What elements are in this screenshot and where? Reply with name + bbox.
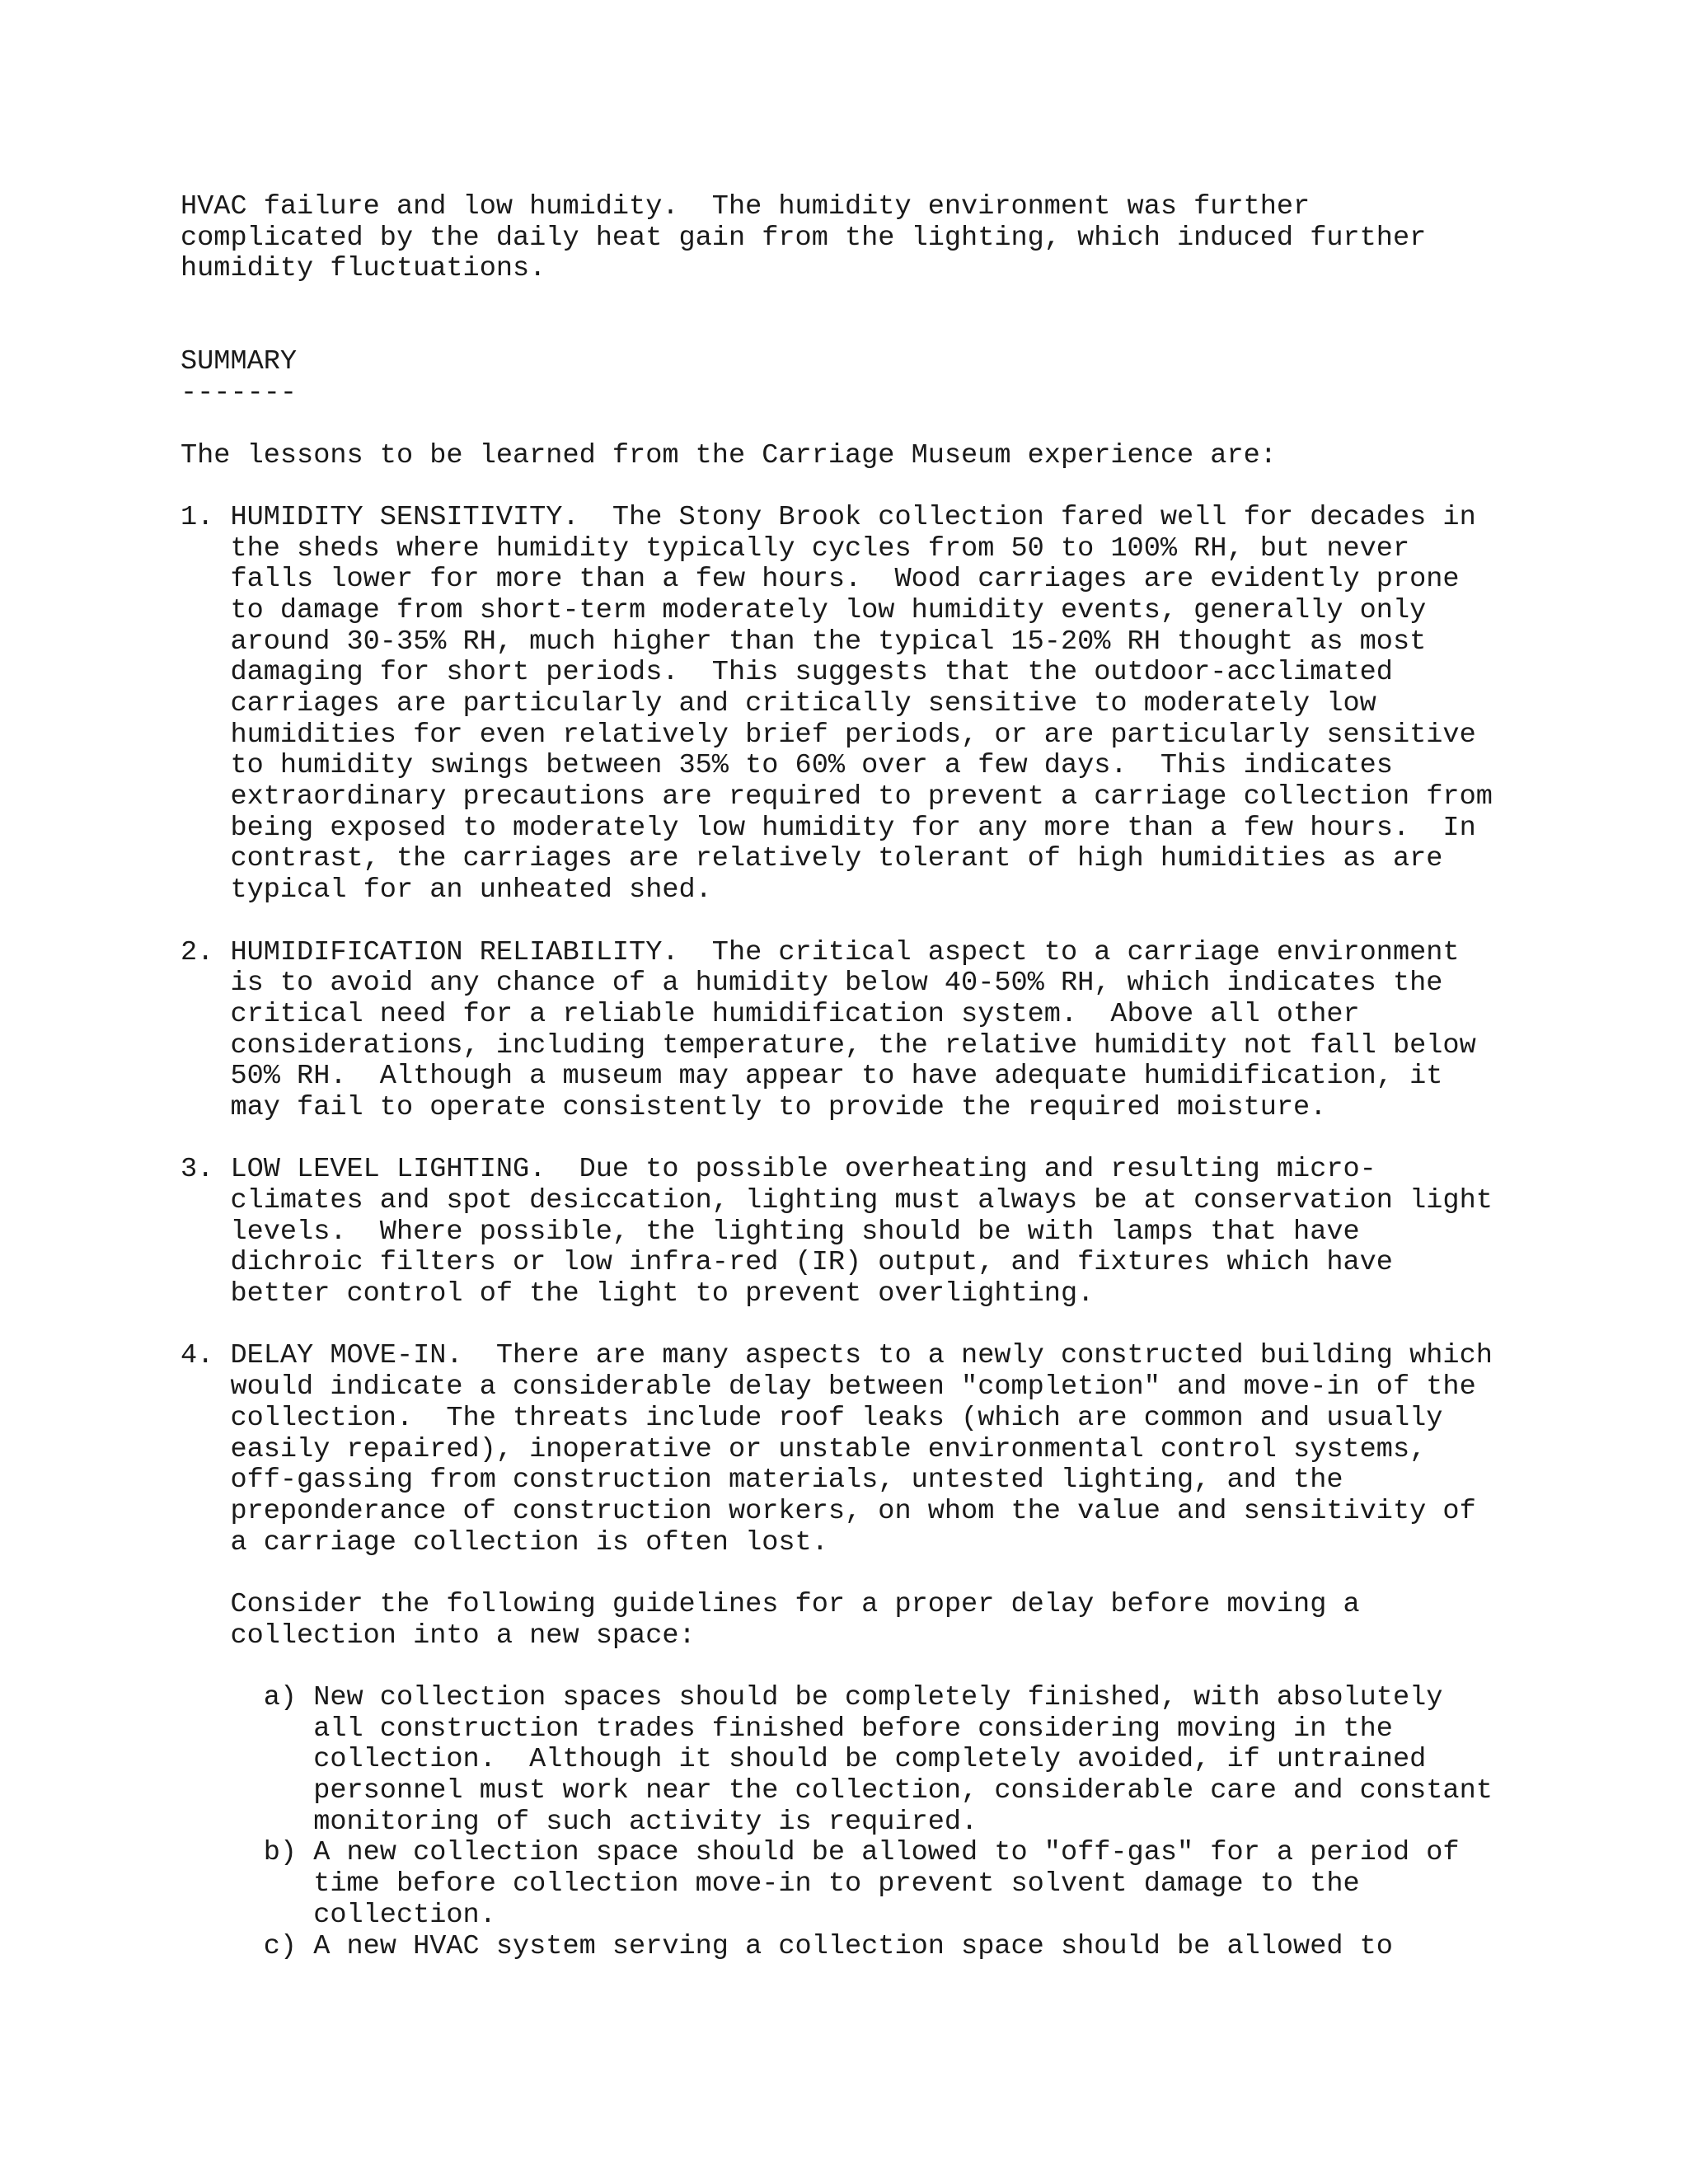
text-line: personnel must work near the collection, considerable care and constant xyxy=(181,1775,1493,1807)
text-line: all construction trades finished before considering moving in the xyxy=(181,1713,1393,1745)
blank-line xyxy=(181,285,1648,316)
text-line: c) A new HVAC system serving a collection space should be allowed to xyxy=(181,1930,1393,1962)
text-line: The lessons to be learned from the Carriage Museum experience are: xyxy=(181,439,1277,471)
text-line: collection. xyxy=(181,1899,496,1931)
blank-line xyxy=(181,1124,1648,1155)
text-line: levels. Where possible, the lighting should be with lamps that have xyxy=(181,1216,1360,1248)
blank-line xyxy=(181,1652,1648,1683)
text-line: falls lower for more than a few hours. Wood carriages are evidently prone xyxy=(181,564,1460,596)
text-line: complicated by the daily heat gain from the lighting, which induced further xyxy=(181,222,1427,254)
text-line: around 30-35% RH, much higher than the typical 15-20% RH thought as most xyxy=(181,626,1427,658)
blank-line xyxy=(181,471,1648,503)
text-line: a carriage collection is often lost. xyxy=(181,1526,828,1558)
text-line: extraordinary precautions are required to prevent a carriage collection from xyxy=(181,781,1493,813)
text-line: time before collection move-in to prevent solvent damage to the xyxy=(181,1868,1360,1900)
text-line: easily repaired), inoperative or unstable environmental control systems, xyxy=(181,1433,1427,1465)
text-line: HVAC failure and low humidity. The humidity environment was further xyxy=(181,191,1311,223)
text-line: dichroic filters or low infra-red (IR) output, and fixtures which have xyxy=(181,1247,1393,1279)
text-line: contrast, the carriages are relatively tolerant of high humidities as are xyxy=(181,843,1443,875)
text-line: better control of the light to prevent overlighting. xyxy=(181,1278,1095,1310)
text-line: considerations, including temperature, the relative humidity not fall below xyxy=(181,1029,1476,1062)
text-line: critical need for a reliable humidification system. Above all other xyxy=(181,998,1360,1030)
text-line: typical for an unheated shed. xyxy=(181,874,712,907)
text-line: Consider the following guidelines for a proper delay before moving a xyxy=(181,1588,1360,1620)
text-line: being exposed to moderately low humidity for any more than a few hours. In xyxy=(181,812,1476,844)
text-line: to humidity swings between 35% to 60% over a few days. This indicates xyxy=(181,750,1393,782)
text-line: is to avoid any chance of a humidity below 40-50% RH, which indicates the xyxy=(181,968,1443,1000)
blank-line xyxy=(181,907,1648,938)
text-line: collection. Although it should be completely avoided, if untrained xyxy=(181,1744,1427,1776)
text-line: the sheds where humidity typically cycles from 50 to 100% RH, but never xyxy=(181,532,1410,565)
text-line: climates and spot desiccation, lighting must always be at conservation light xyxy=(181,1185,1493,1216)
text-line: carriages are particularly and critically sensitive to moderately low xyxy=(181,688,1376,719)
text-line: b) A new collection space should be allowed to "off-gas" for a period of xyxy=(181,1837,1460,1869)
text-line: would indicate a considerable delay between "completion" and move-in of the xyxy=(181,1371,1476,1404)
text-line: ------- xyxy=(181,377,298,410)
blank-line xyxy=(181,316,1648,348)
text-line: 3. LOW LEVEL LIGHTING. Due to possible overheating and resulting micro- xyxy=(181,1154,1376,1186)
text-line: monitoring of such activity is required. xyxy=(181,1806,978,1838)
text-line: collection. The threats include roof leaks (which are common and usually xyxy=(181,1402,1443,1434)
text-line: collection into a new space: xyxy=(181,1619,696,1652)
text-line: 1. HUMIDITY SENSITIVITY. The Stony Brook collection fared well for decades in xyxy=(181,501,1476,533)
text-line: humidity fluctuations. xyxy=(181,253,546,285)
text-line: 50% RH. Although a museum may appear to have adequate humidification, it xyxy=(181,1061,1443,1093)
document-body xyxy=(181,192,1648,1962)
blank-line xyxy=(181,1558,1648,1590)
text-line: a) New collection spaces should be completely finished, with absolutely xyxy=(181,1682,1443,1713)
text-line: SUMMARY xyxy=(181,346,298,378)
text-line: humidities for even relatively brief periods, or are particularly sensitive xyxy=(181,719,1476,751)
blank-line xyxy=(181,1310,1648,1342)
text-line: preponderance of construction workers, on whom the value and sensitivity of xyxy=(181,1495,1476,1527)
text-line: may fail to operate consistently to provide the required moisture. xyxy=(181,1091,1327,1123)
text-line: off-gassing from construction materials, untested lighting, and the xyxy=(181,1465,1343,1497)
text-line: 4. DELAY MOVE-IN. There are many aspects to a newly constructed building which xyxy=(181,1340,1493,1372)
text-line: 2. HUMIDIFICATION RELIABILITY. The critical aspect to a carriage environment xyxy=(181,936,1460,968)
blank-line xyxy=(181,410,1648,441)
text-line: to damage from short-term moderately low humidity events, generally only xyxy=(181,594,1427,626)
text-line: damaging for short periods. This suggests that the outdoor-acclimated xyxy=(181,657,1393,689)
